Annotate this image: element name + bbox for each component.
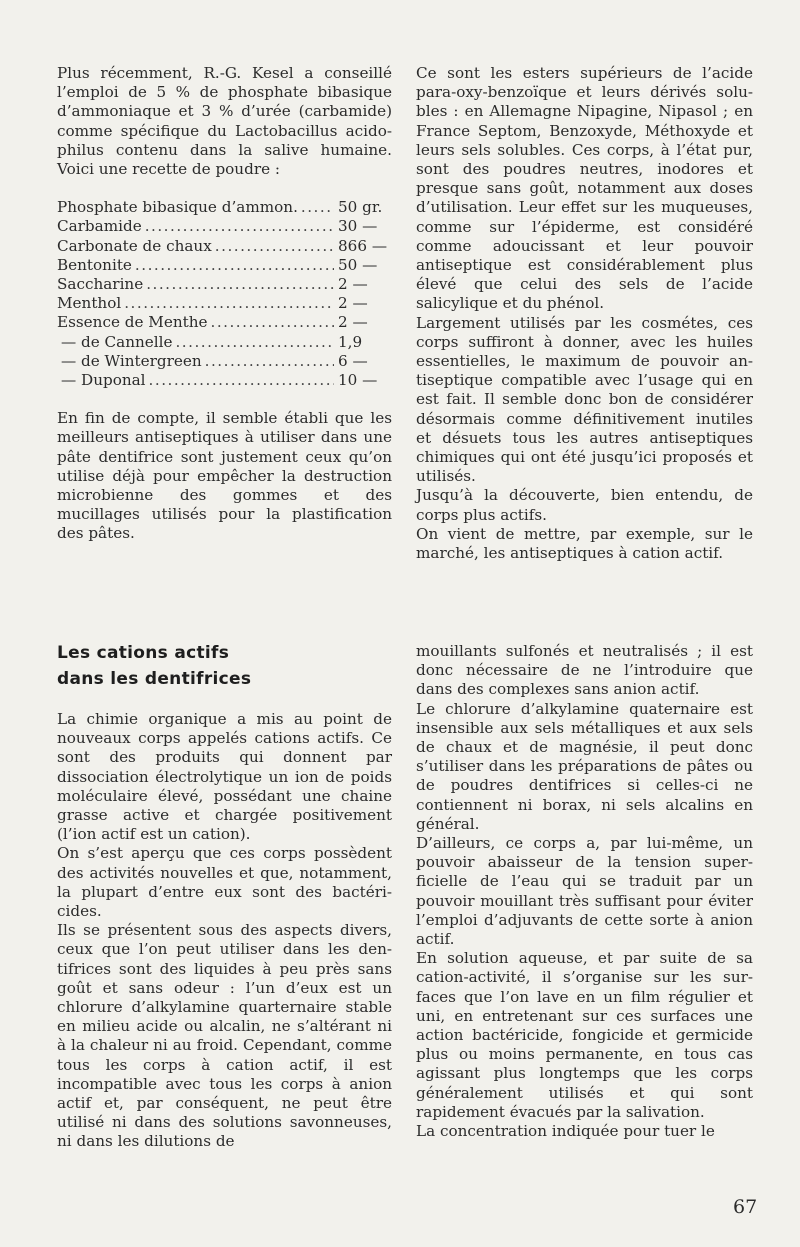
leader-dots (149, 371, 334, 390)
leader-dots (211, 313, 335, 332)
recipe-row (57, 275, 392, 294)
bottom-right-column (416, 642, 753, 1141)
recipe-quantity: 50 — (338, 255, 378, 274)
section-heading (57, 640, 387, 692)
paragraph: Jusqu’à la découverte, bien entendu, de corps plus actifs. (416, 486, 753, 524)
recipe-quantity: 1,9 (338, 332, 363, 351)
heading-line: dans les dentifrices (57, 669, 252, 689)
top-left-column (57, 64, 392, 544)
paragraph: Ils se présentent sous des aspects divers, ceux que l’on peut utiliser dans les dentifrices sont des liquides à peu près sans goût et sans odeur : l’un d’eux est un chlorure d’alkylamine quarternaire stable en milieu acide ou alcalin, ne s’altérant ni à la chaleur ni au froid. Cependant, comme tous les corps à cation actif, il est incompatible avec tous les corps à anion actif et, par conséquent, ne peut être utilisé ni dans des solutions savonneuses, ni dans les dilutions de (57, 921, 392, 1151)
recipe-ingredient: Carbamide (57, 217, 142, 236)
recipe-quantity: 6 — (338, 351, 368, 370)
recipe-row (57, 371, 392, 390)
paragraph: Ce sont les esters supérieurs de l’acide para-oxy-benzoïque et leurs dérivés solubles : en Allemagne Nipagine, Nipasol ; en France Septom, Benzoxyde, Méthoxyde et leurs sels solubles. Ces corps, à l’état pur, sont des poudres neutres, inodores et presque sans goût, notamment aux doses d’utilisation. Leur effet sur les muqueuses, comme sur l’épiderme, est considéré comme adoucissant et leur pouvoir antiseptique est considérablement plus élevé que celui des sels de l’acide salicylique et du phénol. (416, 64, 753, 313)
recipe-row (57, 313, 392, 332)
recipe-ingredient: Menthol (57, 294, 122, 313)
leader-dots (145, 217, 334, 236)
recipe-quantity: 50 gr. (338, 198, 383, 217)
paragraph: En solution aqueuse, et par suite de sa cation-activité, il s’organise sur les surfaces que l’on lave en un film régulier et uni, en entretenant sur ces surfaces une action bactéricide, fongicide et germicide plus ou moins permanente, en tous cas agissant plus longtemps que les corps généralement utilisés et qui sont rapidement évacués par la salivation. (416, 949, 753, 1121)
recipe-row (57, 294, 392, 313)
leader-dots (215, 237, 334, 256)
recipe-ingredient: Bentonite (57, 255, 132, 274)
recipe-quantity: 10 — (338, 370, 378, 389)
bottom-left-column (57, 710, 392, 1152)
recipe-row (57, 333, 392, 352)
recipe-row (57, 256, 392, 275)
paragraph: La concentration indiquée pour tuer le (416, 1122, 715, 1141)
leader-dots (146, 275, 334, 294)
recipe-row (57, 217, 392, 236)
recipe-ingredient: — de Wintergreen (61, 351, 202, 370)
page-number: 67 (733, 1196, 758, 1218)
leader-dots (124, 294, 334, 313)
paragraph: La chimie organique a mis au point de nouveaux corps appelés cations actifs. Ce sont des produits qui donnent par dissociation électrolytique un ion de poids moléculaire élevé, possédant une chaine grasse active et chargée positivement (l’ion actif est un cation). (57, 710, 392, 844)
recipe-quantity: 2 — (338, 274, 368, 293)
paragraph: Largement utilisés par les cosmétes, ces corps suffiront à donner, avec les huiles essentielles, le maximum de pouvoir antiseptique compatible avec l’usage qui en est fait. Il semble donc bon de considérer désormais comme définitivement inutiles et désuets tous les autres antiseptiques chimiques qui ont été jusqu’ici proposés et utilisés. (416, 313, 753, 486)
recipe-ingredient: — de Cannelle (61, 332, 173, 351)
conclusion-paragraph: En fin de compte, il semble établi que les meilleurs antiseptiques à utiliser dans une pâte dentifrice sont justement ceux qu’on utilise déjà pour empêcher la destruction microbienne des gommes et des mucillages utilisés pour la plastification des pâtes. (57, 409, 392, 543)
paragraph: On vient de mettre, par exemple, sur le marché, les antiseptiques à cation actif. (416, 524, 753, 563)
recipe-ingredient: — Duponal (61, 370, 146, 389)
paragraph: On s’est aperçu que ces corps possèdent des activités nouvelles et que, notamment, la plupart d’entre eux sont des bactéricides. (57, 844, 392, 921)
recipe-row (57, 352, 392, 371)
recipe-quantity: 866 — (338, 236, 388, 255)
leader-dots (205, 352, 334, 371)
paragraph: Le chlorure d’alkylamine quaternaire est insensible aux sels métalliques et aux sels de chaux et de magnésie, il peut donc s’utiliser dans les préparations de pâtes ou de poudres dentifrices si celles-ci ne contiennent ni borax, ni sels alcalins en général. (416, 699, 753, 833)
leader-dots (135, 256, 334, 275)
recipe-quantity: 30 — (338, 217, 378, 236)
leader-dots (301, 198, 334, 217)
paragraph: D’ailleurs, ce corps a, par lui-même, un pouvoir abaisseur de la tension superficielle de l’eau qui se traduit par un pouvoir mouillant très suffisant pour éviter l’emploi d’adjuvants de cette sorte à anion actif. (416, 834, 753, 949)
recipe-ingredient: Carbonate de chaux (57, 236, 212, 255)
recipe-ingredient: Phosphate bibasique d’ammon. (57, 198, 298, 217)
paragraph: mouillants sulfonés et neutralisés ; il est donc nécessaire de ne l’introduire que dans des complexes sans anion actif. (416, 642, 753, 699)
recipe-ingredient: Essence de Menthe (57, 313, 208, 332)
recipe-quantity: 2 — (338, 313, 368, 332)
leader-dots (175, 333, 334, 352)
recipe-ingredient: Saccharine (57, 274, 144, 293)
powder-recipe-list (57, 198, 392, 390)
recipe-quantity: 2 — (338, 294, 368, 313)
top-right-column (416, 64, 753, 563)
recipe-row (57, 198, 392, 217)
intro-paragraph: Plus récemment, R.-G. Kesel a conseillé l’emploi de 5 % de phosphate bibasique d’ammoniaque et 3 % d’urée (carbamide) comme spécifique du Lactobacillus acidophilus contenu dans la salive humaine. Voici une recette de poudre : (57, 64, 392, 179)
heading-line: Les cations actifs (57, 643, 230, 663)
recipe-row (57, 237, 392, 256)
